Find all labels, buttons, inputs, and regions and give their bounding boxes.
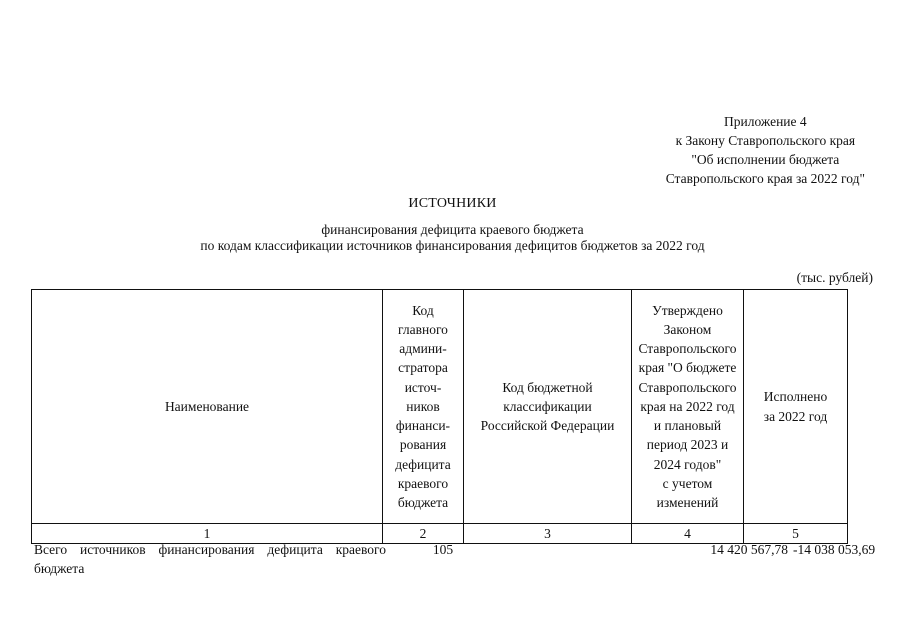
header-line: краевого — [397, 475, 449, 491]
subtitle-line-2: по кодам классификации источников финансирования дефицитов бюджетов за 2022 год — [200, 238, 705, 253]
header-line: Российской Федерации — [480, 418, 615, 434]
header-line: Законом — [663, 322, 712, 338]
header-line: главного — [398, 322, 448, 338]
header-line: с учетом — [662, 475, 713, 491]
header-budget-code — [464, 290, 632, 524]
header-line: стратора — [398, 360, 448, 376]
header-line: период 2023 и — [646, 437, 729, 453]
header-line: Утверждено — [652, 302, 723, 318]
header-line: ников — [406, 398, 440, 414]
header-line: Исполнено — [763, 389, 828, 405]
row-approved: 14 420 567,78 — [710, 542, 788, 557]
header-line: бюджета — [397, 494, 449, 510]
row-name: Всего источников финансирования дефицита краевого бюджета — [34, 542, 386, 576]
header-line: рования — [399, 437, 447, 453]
column-number: 1 — [32, 524, 383, 544]
header-name: Наименование — [32, 290, 383, 524]
header-line: 2024 годов" — [653, 456, 722, 472]
column-number: 3 — [464, 524, 632, 544]
units-label: (тыс. рублей) — [796, 270, 873, 285]
header-line: изменений — [656, 494, 719, 510]
appendix-block — [666, 112, 865, 188]
header-line: финанси- — [395, 418, 451, 434]
subtitle-line-1: финансирования дефицита краевого бюджета — [321, 222, 584, 237]
header-line: Ставропольского — [638, 341, 737, 357]
header-line: за 2022 год — [763, 408, 828, 424]
header-line: классификации — [503, 398, 592, 414]
appendix-line-3: "Об исполнении бюджета — [691, 152, 840, 167]
document-title: ИСТОЧНИКИ — [408, 196, 497, 211]
sources-table — [31, 289, 848, 544]
header-line: Код бюджетной — [502, 379, 593, 395]
column-number: 2 — [383, 524, 464, 544]
header-approved — [632, 290, 744, 524]
header-line: края "О бюджете — [638, 360, 737, 376]
header-executed — [744, 290, 848, 524]
appendix-line-2: к Закону Ставропольского края — [675, 133, 856, 148]
document-subtitle — [0, 222, 905, 254]
header-line: админи- — [399, 341, 447, 357]
appendix-line-4: Ставропольского края за 2022 год" — [665, 171, 865, 186]
row-executed: -14 038 053,69 — [793, 542, 876, 557]
header-line: дефицита — [395, 456, 451, 472]
column-number: 4 — [632, 524, 744, 544]
header-admin-code — [383, 290, 464, 524]
header-line: источ- — [404, 379, 442, 395]
header-line: Ставропольского — [638, 379, 737, 395]
header-line: края на 2022 год — [640, 398, 735, 414]
column-number: 5 — [744, 524, 848, 544]
header-line: Код — [412, 302, 434, 318]
header-line: и плановый — [653, 418, 722, 434]
row-admin-code: 105 — [432, 542, 454, 557]
header-row — [32, 290, 848, 524]
appendix-line-1: Приложение 4 — [724, 114, 807, 129]
